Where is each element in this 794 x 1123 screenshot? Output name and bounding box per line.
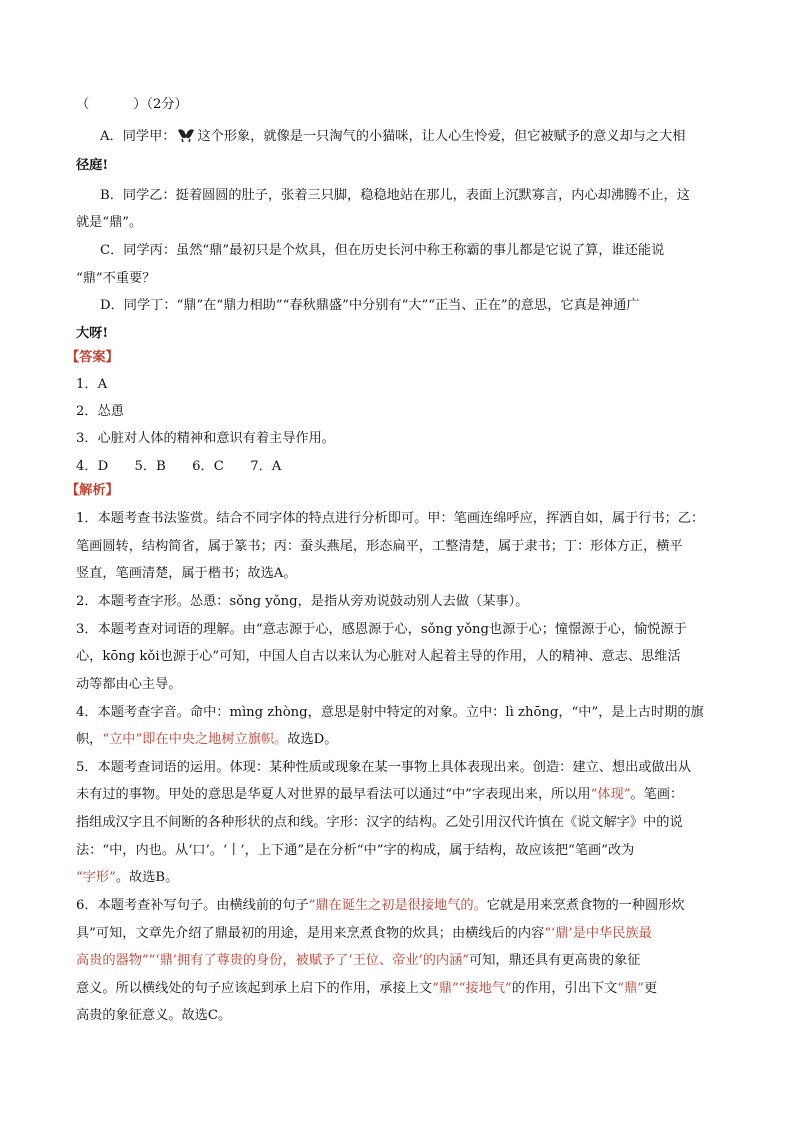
analysis-p5-line: 5．本题考查词语的运用。体现：某种性质或现象在某一事物上具体表现出来。创造：建立、想出或做出从 bbox=[76, 760, 692, 775]
analysis-p1-line: 笔画圆转，结构简省，属于篆书；丙：蚕头燕尾，形态扁平，工整清楚，属于隶书；丁：形体方正，横平 bbox=[76, 539, 683, 554]
option-d-line2: 大呀! bbox=[76, 326, 109, 341]
analysis-p1-line: 竖直，笔画清楚，属于楷书；故选A。 bbox=[76, 566, 297, 581]
answer-item: 2．怂恿 bbox=[76, 404, 124, 419]
analysis-p5-line: 法：“中，内也。从‘口’。‘丨’，上下通”是在分析“中”字的构成，属于结构，故应该把“笔画”改为 bbox=[76, 843, 635, 858]
option-b: B．同学乙：挺着圆圆的肚子，张着三只脚，稳稳地站在那儿，表面上沉默寡言，内心却沸腾不止，这 bbox=[100, 188, 690, 203]
analysis-p4-line2: 帜，“立中”即在中央之地树立旗帜。故选D。 bbox=[76, 732, 338, 747]
analysis-p5-line: 指组成汉字且不间断的各种形状的点和线。字形：汉字的结构。乙处引用汉代许慎在《说文解字》中的说 bbox=[76, 815, 683, 830]
analysis-p5-line5: “字形”。故选B。 bbox=[76, 870, 179, 885]
option-a-line2: 径庭! bbox=[76, 158, 109, 173]
answer-item: 1．A bbox=[76, 377, 108, 392]
analysis-p6-line4: 意义。所以横线处的句子应该起到承上启下的作用，承接上文“鼎”“接地气”的作用，引出下文“鼎”更 bbox=[76, 981, 658, 996]
answer-item: 4．D 5．B 6．C 7．A bbox=[76, 459, 282, 474]
answer-heading: 【答案】 bbox=[66, 350, 119, 365]
option-b-line2: 就是“鼎”。 bbox=[76, 215, 143, 230]
analysis-p1-line: 1．本题考查书法鉴赏。结合不同字体的特点进行分析即可。甲：笔画连绵呼应，挥洒自如，属于行书；乙： bbox=[76, 511, 705, 526]
analysis-p6-line2: 具”可知，文章先介绍了鼎最初的用途，是用来烹煮食物的炊具；由横线后的内容“‘鼎’是中华民族最 bbox=[76, 926, 652, 941]
analysis-p6-line1: 6．本题考查补写句子。由横线前的句子“鼎在诞生之初是很接地气的。它就是用来烹煮食物的一种圆形炊 bbox=[76, 898, 685, 913]
analysis-p2: 2．本题考查字形。怂恿：sǒng yǒng，是指从旁劝说鼓动别人去做（某事）。 bbox=[76, 594, 529, 609]
analysis-p5-line2: 未有过的事物。甲处的意思是华夏人对世界的最早看法可以通过“中”字表现出来，所以用“体现”。笔画： bbox=[76, 787, 684, 802]
option-d: D．同学丁：“鼎”在“鼎力相助”“春秋鼎盛”中分别有“大”“正当、正在”的意思，它真是神通广 bbox=[100, 298, 640, 313]
option-c: C．同学丙：虽然“鼎”最初只是个炊具，但在历史长河中称王称霸的事儿都是它说了算，谁还能说 bbox=[100, 243, 665, 258]
question-stem: （ ）（2分） bbox=[76, 97, 188, 112]
answer-item: 3．心脏对人体的精神和意识有着主导作用。 bbox=[76, 431, 335, 446]
analysis-p6-line3: 高贵的器物”“‘鼎’拥有了尊贵的身份，被赋予了‘王位、帝业’的内涵”可知，鼎还具有更高贵的象征 bbox=[76, 953, 641, 968]
analysis-p3-line: 3．本题考查对词语的理解。由“意志源于心，感恩源于心，sǒng yǒng也源于心；憧憬源于心，愉悦源于 bbox=[76, 622, 687, 637]
analysis-p4-line: 4．本题考查字音。命中：mìng zhòng，意思是射中特定的对象。立中：lì zhōng，“中”，是上古时期的旗 bbox=[76, 705, 704, 720]
option-c-line2: “鼎”不重要？ bbox=[76, 271, 156, 286]
analysis-p3-line: 心，kōng kǒi也源于心”可知，中国人自古以来认为心脏对人起着主导的作用，人的精神、意志、思维活 bbox=[76, 649, 681, 664]
option-a: A．同学甲： 这个形象，就像是一只淘气的小猫咪，让人心生怜爱，但它被赋予的意义却与之大相 bbox=[100, 129, 686, 144]
ancient-ding-glyph-icon bbox=[176, 127, 196, 143]
analysis-p6-line5: 高贵的象征意义。故选C。 bbox=[76, 1008, 232, 1023]
analysis-heading: 【解析】 bbox=[66, 483, 119, 498]
analysis-p3-line: 动等都由心主导。 bbox=[76, 677, 182, 692]
